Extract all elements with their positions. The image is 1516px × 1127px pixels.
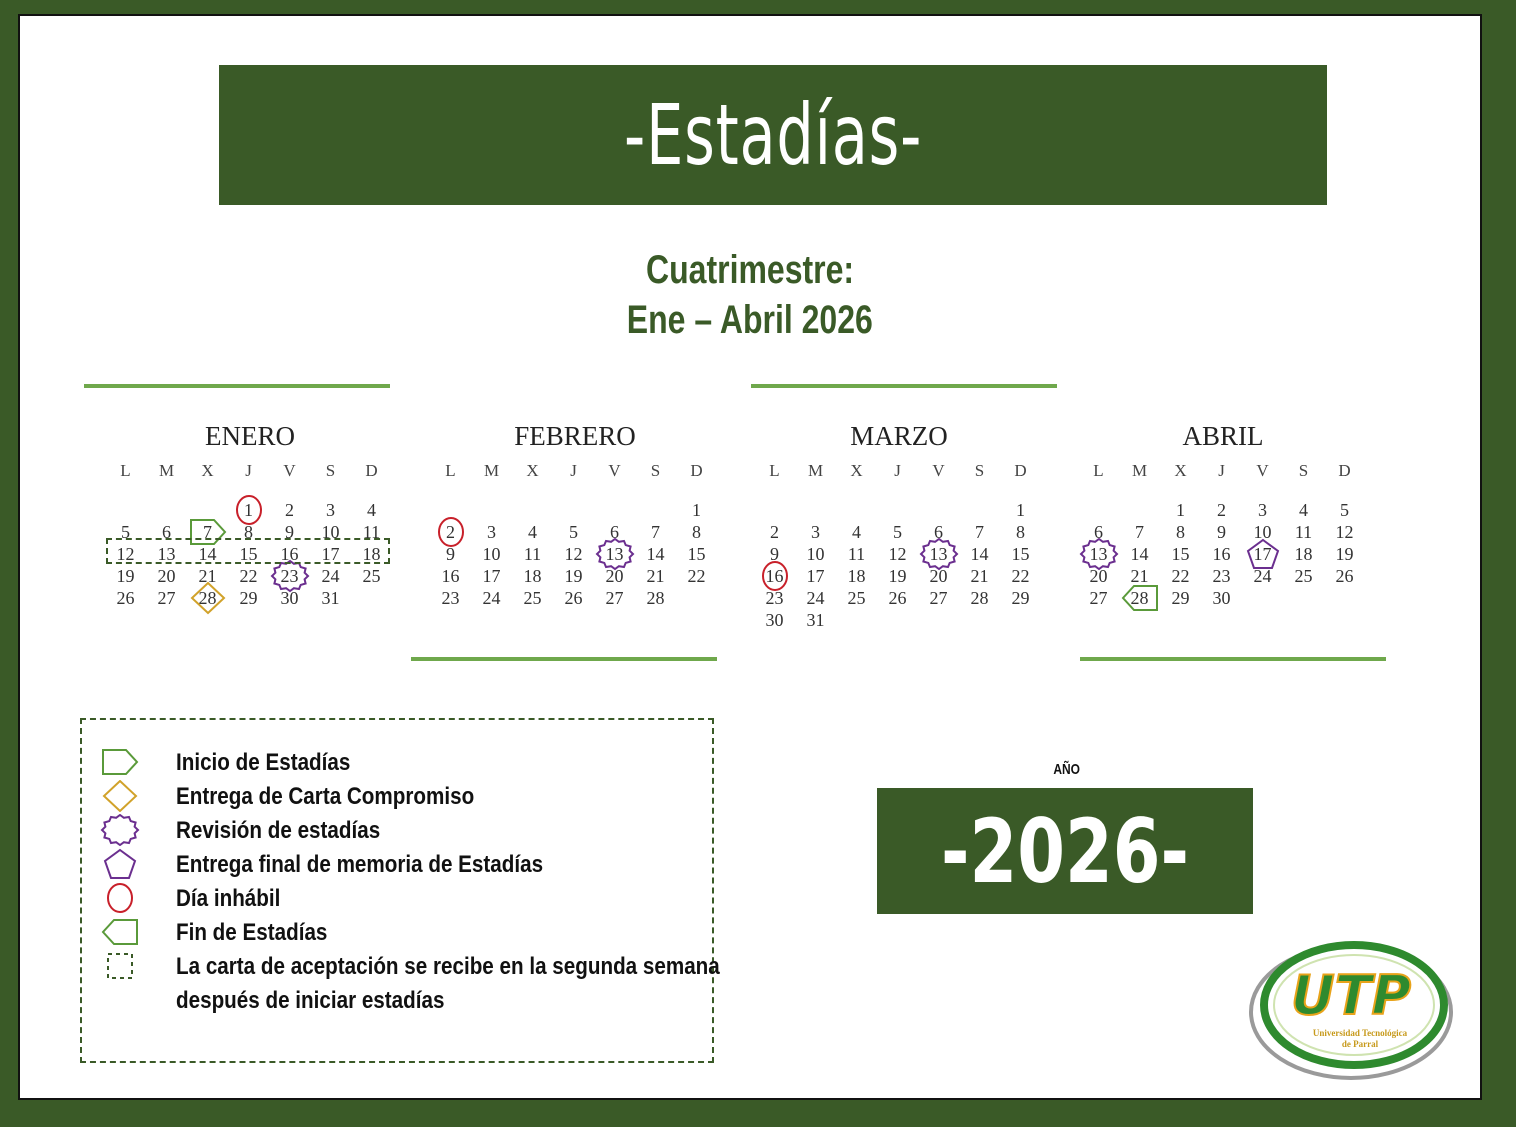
day-cell: 11 xyxy=(523,544,542,564)
year-value: -2026- xyxy=(940,799,1190,903)
weekday-label: S xyxy=(1298,461,1309,480)
empty-cell xyxy=(146,499,187,521)
legend-item xyxy=(82,950,720,984)
weekday-label: D xyxy=(365,461,378,480)
weekday-label: J xyxy=(1218,461,1225,480)
day-cell: 5 xyxy=(1340,500,1349,520)
empty-cell xyxy=(105,499,146,521)
weekday-label: X xyxy=(850,461,863,480)
day-cell: 14 xyxy=(198,544,217,564)
divider-line xyxy=(751,384,1057,388)
day-cell: 2 xyxy=(430,521,471,543)
subtitle-line-2 xyxy=(20,298,1480,343)
empty-cell xyxy=(795,499,836,521)
day-cell: 17 xyxy=(1242,543,1283,565)
day-cell: 24 xyxy=(482,588,501,608)
day-cell: 26 xyxy=(564,588,583,608)
day-cell: 21 xyxy=(1130,566,1149,586)
month-name: FEBRERO xyxy=(514,421,636,451)
empty-cell xyxy=(512,499,553,521)
day-cell: 23 xyxy=(441,588,460,608)
weekday-label: M xyxy=(807,461,824,480)
weekday-label: D xyxy=(1014,461,1027,480)
day-cell: 5 xyxy=(121,522,130,542)
day-cell: 2 xyxy=(285,500,294,520)
legend-text: Inicio de Estadías xyxy=(176,749,351,776)
empty-cell xyxy=(1078,499,1119,521)
day-cell: 19 xyxy=(116,566,135,586)
day-cell: 5 xyxy=(569,522,578,542)
day-cell: 15 xyxy=(239,544,258,564)
day-cell: 13 xyxy=(157,544,176,564)
day-cell: 17 xyxy=(321,544,340,564)
circle-icon xyxy=(100,882,140,916)
day-cell: 18 xyxy=(523,566,542,586)
legend-text: Entrega final de memoria de Estadías xyxy=(176,851,544,878)
day-cell: 12 xyxy=(888,544,907,564)
day-cell: 8 xyxy=(244,522,253,542)
divider-line xyxy=(84,384,390,388)
day-cell: 4 xyxy=(367,500,376,520)
day-cell: 27 xyxy=(929,588,948,608)
day-cell: 3 xyxy=(487,522,496,542)
day-cell: 10 xyxy=(321,522,340,542)
day-cell: 20 xyxy=(1089,566,1108,586)
day-grid xyxy=(754,499,1044,631)
legend-text: después de iniciar estadías xyxy=(176,987,445,1014)
day-cell: 23 xyxy=(1212,566,1231,586)
diamond-marker-icon xyxy=(188,581,228,615)
empty-cell xyxy=(430,499,471,521)
day-cell: 2 xyxy=(770,522,779,542)
day-cell: 12 xyxy=(116,544,135,564)
day-cell: 8 xyxy=(1016,522,1025,542)
day-cell: 22 xyxy=(239,566,258,586)
day-cell: 21 xyxy=(646,566,665,586)
day-cell: 14 xyxy=(1130,544,1149,564)
day-cell: 13 xyxy=(1078,543,1119,565)
subtitle-text-2: Ene – Abril 2026 xyxy=(626,298,874,342)
weekday-label: D xyxy=(1338,461,1351,480)
weekday-label: J xyxy=(245,461,252,480)
legend-item xyxy=(82,814,712,848)
day-cell: 1 xyxy=(228,499,269,521)
diamond-icon xyxy=(100,780,140,814)
day-grid xyxy=(430,499,720,609)
legend-text: Día inhábil xyxy=(176,885,281,912)
legend-item xyxy=(82,916,712,950)
day-cell: 9 xyxy=(1217,522,1226,542)
day-cell: 16 xyxy=(441,566,460,586)
day-cell: 8 xyxy=(1176,522,1185,542)
weekday-label: S xyxy=(974,461,985,480)
subtitle-text-1: Cuatrimestre: xyxy=(645,248,855,292)
weekday-label: V xyxy=(932,461,945,480)
end-marker-icon xyxy=(1120,581,1160,615)
day-cell: 1 xyxy=(692,500,701,520)
day-cell: 25 xyxy=(523,588,542,608)
month-enero xyxy=(105,421,395,609)
day-cell: 21 xyxy=(970,566,989,586)
weekday-label: D xyxy=(690,461,703,480)
day-cell: 7 xyxy=(187,521,228,543)
page-frame xyxy=(18,14,1482,1100)
empty-cell xyxy=(187,499,228,521)
day-cell: 24 xyxy=(1253,566,1272,586)
day-cell: 15 xyxy=(1171,544,1190,564)
page-title: -Estadías- xyxy=(623,86,923,184)
day-cell: 7 xyxy=(975,522,984,542)
day-cell: 4 xyxy=(528,522,537,542)
day-cell: 9 xyxy=(446,544,455,564)
day-cell: 29 xyxy=(1171,588,1190,608)
weekday-label: V xyxy=(283,461,296,480)
weekday-label: M xyxy=(158,461,175,480)
start-icon xyxy=(100,746,140,780)
year-label: AÑO xyxy=(1053,761,1081,778)
day-cell: 9 xyxy=(770,544,779,564)
day-cell: 21 xyxy=(198,566,217,586)
day-cell: 19 xyxy=(1335,544,1354,564)
weekday-label: L xyxy=(769,461,780,480)
day-cell: 10 xyxy=(1253,522,1272,542)
subtitle-line-1 xyxy=(20,248,1480,293)
day-grid xyxy=(1078,499,1368,609)
day-cell: 31 xyxy=(806,610,825,630)
day-cell: 15 xyxy=(1011,544,1030,564)
weekday-label: X xyxy=(526,461,539,480)
day-cell: 19 xyxy=(888,566,907,586)
weekday-header xyxy=(105,461,395,483)
month-abril xyxy=(1078,421,1368,609)
weekday-label: J xyxy=(570,461,577,480)
month-marzo xyxy=(754,421,1044,631)
day-cell: 1 xyxy=(1016,500,1025,520)
day-cell: 4 xyxy=(1299,500,1308,520)
day-cell: 30 xyxy=(765,610,784,630)
day-cell: 28 xyxy=(187,587,228,609)
day-cell: 26 xyxy=(116,588,135,608)
day-cell: 18 xyxy=(1294,544,1313,564)
day-cell: 20 xyxy=(157,566,176,586)
day-cell: 22 xyxy=(1171,566,1190,586)
logo-sub2: de Parral xyxy=(1341,1039,1379,1049)
weekday-label: V xyxy=(608,461,621,480)
weekday-label: J xyxy=(894,461,901,480)
pentagon-icon xyxy=(100,848,140,882)
day-cell: 20 xyxy=(929,566,948,586)
day-cell: 29 xyxy=(239,588,258,608)
day-cell: 3 xyxy=(811,522,820,542)
empty-cell xyxy=(594,499,635,521)
weekday-label: S xyxy=(650,461,661,480)
day-cell: 7 xyxy=(651,522,660,542)
legend-text: Fin de Estadías xyxy=(176,919,328,946)
day-cell: 6 xyxy=(610,522,619,542)
legend-box xyxy=(80,718,720,1063)
legend-item xyxy=(82,848,712,882)
day-cell: 6 xyxy=(162,522,171,542)
utp-logo xyxy=(1248,932,1454,1082)
day-cell: 23 xyxy=(269,565,310,587)
day-cell: 31 xyxy=(321,588,340,608)
day-cell: 7 xyxy=(1135,522,1144,542)
weekday-label: S xyxy=(325,461,336,480)
day-cell: 16 xyxy=(754,565,795,587)
empty-cell xyxy=(471,499,512,521)
weekday-header xyxy=(1078,461,1368,483)
day-cell: 10 xyxy=(806,544,825,564)
day-cell: 2 xyxy=(1217,500,1226,520)
logo-sub1: Universidad Tecnológica xyxy=(1312,1028,1408,1038)
logo-text: UTP xyxy=(1290,964,1412,1027)
weekday-label: V xyxy=(1256,461,1269,480)
weekday-label: X xyxy=(1174,461,1187,480)
divider-line xyxy=(411,657,717,661)
day-cell: 15 xyxy=(687,544,706,564)
weekday-label: L xyxy=(1093,461,1104,480)
day-cell: 14 xyxy=(646,544,665,564)
day-cell: 26 xyxy=(1335,566,1354,586)
day-cell: 6 xyxy=(1094,522,1103,542)
empty-cell xyxy=(836,499,877,521)
day-cell: 13 xyxy=(918,543,959,565)
day-cell: 20 xyxy=(605,566,624,586)
day-cell: 25 xyxy=(1294,566,1313,586)
day-cell: 30 xyxy=(1212,588,1231,608)
day-cell: 8 xyxy=(692,522,701,542)
day-cell: 28 xyxy=(646,588,665,608)
day-cell: 14 xyxy=(970,544,989,564)
day-cell: 19 xyxy=(564,566,583,586)
day-cell: 26 xyxy=(888,588,907,608)
legend-text: Entrega de Carta Compromiso xyxy=(176,783,475,810)
weekday-header xyxy=(754,461,1044,483)
day-cell: 9 xyxy=(285,522,294,542)
day-cell: 6 xyxy=(934,522,943,542)
day-cell: 3 xyxy=(326,500,335,520)
day-cell: 24 xyxy=(806,588,825,608)
legend-item xyxy=(82,746,712,780)
day-cell: 13 xyxy=(594,543,635,565)
empty-cell xyxy=(635,499,676,521)
day-cell: 27 xyxy=(157,588,176,608)
legend-text: Revisión de estadías xyxy=(176,817,381,844)
day-cell: 23 xyxy=(765,588,784,608)
weekday-label: M xyxy=(1131,461,1148,480)
month-name: ENERO xyxy=(205,421,295,451)
empty-cell xyxy=(754,499,795,521)
end-icon xyxy=(100,916,140,950)
legend-item xyxy=(82,780,712,814)
day-cell: 11 xyxy=(362,522,381,542)
day-cell: 17 xyxy=(806,566,825,586)
day-cell: 5 xyxy=(893,522,902,542)
day-cell: 29 xyxy=(1011,588,1030,608)
day-cell: 24 xyxy=(321,566,340,586)
weekday-header xyxy=(430,461,720,483)
day-cell: 28 xyxy=(970,588,989,608)
empty-cell xyxy=(1119,499,1160,521)
day-cell: 27 xyxy=(605,588,624,608)
day-cell: 22 xyxy=(1011,566,1030,586)
empty-cell xyxy=(918,499,959,521)
day-cell: 18 xyxy=(362,544,381,564)
weekday-label: L xyxy=(120,461,131,480)
title-banner xyxy=(219,65,1327,205)
legend-item xyxy=(82,984,712,1018)
day-cell: 3 xyxy=(1258,500,1267,520)
day-cell: 1 xyxy=(1176,500,1185,520)
day-cell: 17 xyxy=(482,566,501,586)
day-cell: 11 xyxy=(847,544,866,564)
acceptance-week-highlight xyxy=(106,538,390,564)
day-cell: 28 xyxy=(1119,587,1160,609)
day-cell: 11 xyxy=(1294,522,1313,542)
empty-cell xyxy=(877,499,918,521)
day-cell: 12 xyxy=(564,544,583,564)
divider-line xyxy=(1080,657,1386,661)
day-cell: 25 xyxy=(362,566,381,586)
day-cell: 16 xyxy=(1212,544,1231,564)
weekday-label: X xyxy=(201,461,214,480)
day-cell: 25 xyxy=(847,588,866,608)
dashed-icon xyxy=(100,950,140,984)
empty-cell xyxy=(959,499,1000,521)
month-name: ABRIL xyxy=(1182,421,1264,451)
day-cell: 27 xyxy=(1089,588,1108,608)
day-cell: 22 xyxy=(687,566,706,586)
year-banner xyxy=(877,788,1253,914)
weekday-label: M xyxy=(483,461,500,480)
month-febrero xyxy=(430,421,720,609)
legend-text: La carta de aceptación se recibe en la segunda semana xyxy=(176,953,720,980)
day-cell: 18 xyxy=(847,566,866,586)
legend-item xyxy=(82,882,712,916)
empty-cell xyxy=(553,499,594,521)
day-cell: 10 xyxy=(482,544,501,564)
day-cell: 12 xyxy=(1335,522,1354,542)
day-cell: 30 xyxy=(280,588,299,608)
star-icon xyxy=(100,814,140,848)
weekday-label: L xyxy=(445,461,456,480)
month-name: MARZO xyxy=(850,421,948,451)
day-cell: 16 xyxy=(280,544,299,564)
day-cell: 4 xyxy=(852,522,861,542)
